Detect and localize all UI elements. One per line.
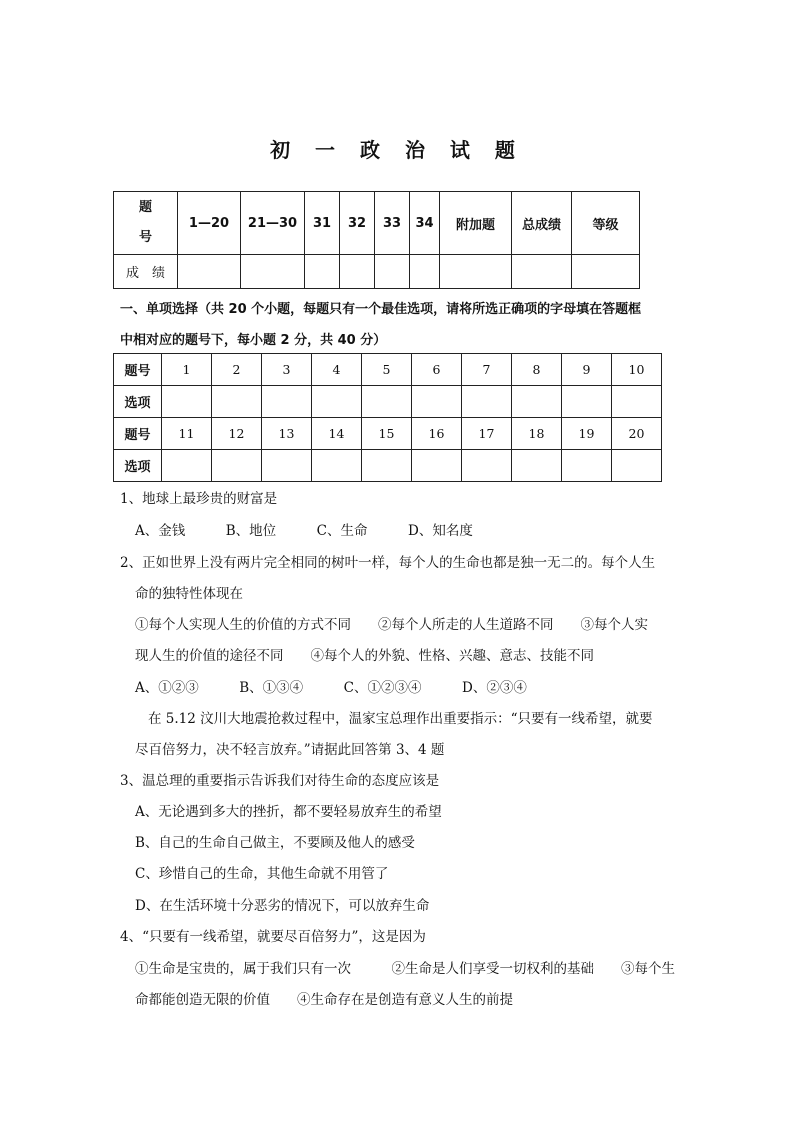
answer-number-label: 题号 bbox=[114, 354, 162, 386]
score-cell[interactable] bbox=[440, 255, 512, 289]
question-number: 17 bbox=[462, 418, 512, 450]
question-2-items: ①每个人实现人生的价值的方式不同 ②每个人所走的人生道路不同 ③每个人实 bbox=[135, 617, 648, 633]
question-1-stem: 1、地球上最珍贵的财富是 bbox=[120, 491, 278, 507]
score-cell[interactable] bbox=[512, 255, 572, 289]
question-3-option-b: B、自己的生命自己做主，不要顾及他人的感受 bbox=[135, 835, 415, 851]
question-number: 12 bbox=[212, 418, 262, 450]
score-header: 等级 bbox=[572, 192, 640, 255]
answer-cell[interactable] bbox=[212, 386, 262, 418]
question-3-stem: 3、温总理的重要指示告诉我们对待生命的态度应该是 bbox=[120, 773, 440, 789]
section-heading-line: 一、单项选择（共 20 个小题，每题只有一个最佳选项，请将所选正确项的字母填在答题框 bbox=[120, 302, 642, 317]
score-header: 33 bbox=[375, 192, 410, 255]
score-header: 32 bbox=[340, 192, 375, 255]
score-cell[interactable] bbox=[410, 255, 440, 289]
answer-cell[interactable] bbox=[562, 450, 612, 482]
question-number: 8 bbox=[512, 354, 562, 386]
section-heading-line: 中相对应的题号下，每小题 2 分，共 40 分） bbox=[120, 333, 387, 348]
answer-cell[interactable] bbox=[362, 386, 412, 418]
question-number: 10 bbox=[612, 354, 662, 386]
answer-cell[interactable] bbox=[362, 450, 412, 482]
question-number: 2 bbox=[212, 354, 262, 386]
score-table bbox=[113, 191, 640, 289]
score-table-corner bbox=[114, 192, 178, 255]
answer-cell[interactable] bbox=[312, 450, 362, 482]
answer-cell[interactable] bbox=[512, 386, 562, 418]
answer-cell[interactable] bbox=[162, 386, 212, 418]
answer-cell[interactable] bbox=[462, 386, 512, 418]
question-number: 16 bbox=[412, 418, 462, 450]
score-header: 1—20 bbox=[178, 192, 241, 255]
question-2-options: A、①②③ B、①③④ C、①②③④ D、②③④ bbox=[135, 680, 527, 696]
question-number: 14 bbox=[312, 418, 362, 450]
question-number: 11 bbox=[162, 418, 212, 450]
score-cell[interactable] bbox=[241, 255, 305, 289]
score-cell[interactable] bbox=[375, 255, 410, 289]
question-4-items-continued: 命都能创造无限的价值 ④生命存在是创造有意义人生的前提 bbox=[135, 992, 513, 1008]
answer-cell[interactable] bbox=[512, 450, 562, 482]
section-heading bbox=[120, 294, 680, 356]
question-number: 3 bbox=[262, 354, 312, 386]
question-number: 15 bbox=[362, 418, 412, 450]
score-header: 31 bbox=[305, 192, 340, 255]
question-number: 1 bbox=[162, 354, 212, 386]
score-cell[interactable] bbox=[305, 255, 340, 289]
answer-cell[interactable] bbox=[262, 386, 312, 418]
score-cell[interactable] bbox=[572, 255, 640, 289]
question-number: 7 bbox=[462, 354, 512, 386]
question-number: 19 bbox=[562, 418, 612, 450]
question-3-option-c: C、珍惜自己的生命，其他生命就不用管了 bbox=[135, 866, 389, 882]
answer-cell[interactable] bbox=[612, 450, 662, 482]
answer-table bbox=[113, 353, 662, 482]
score-cell[interactable] bbox=[340, 255, 375, 289]
question-number: 18 bbox=[512, 418, 562, 450]
answer-choice-label: 选项 bbox=[114, 450, 162, 482]
score-header: 21—30 bbox=[241, 192, 305, 255]
answer-cell[interactable] bbox=[262, 450, 312, 482]
question-2-stem: 2、正如世界上没有两片完全相同的树叶一样，每个人的生命也都是独一无二的。每个人生 bbox=[120, 555, 656, 571]
question-3-option-a: A、无论遇到多大的挫折，都不要轻易放弃生的希望 bbox=[135, 804, 442, 820]
score-header: 附加题 bbox=[440, 192, 512, 255]
answer-cell[interactable] bbox=[412, 386, 462, 418]
answer-cell[interactable] bbox=[412, 450, 462, 482]
answer-cell[interactable] bbox=[462, 450, 512, 482]
context-passage: 在 5.12 汶川大地震抢救过程中，温家宝总理作出重要指示：“只要有一线希望，就要 bbox=[148, 711, 653, 727]
answer-choice-label: 选项 bbox=[114, 386, 162, 418]
question-4-items: ①生命是宝贵的，属于我们只有一次 ②生命是人们享受一切权利的基础 ③每个生 bbox=[135, 961, 675, 977]
context-passage-continued: 尽百倍努力，决不轻言放弃。”请据此回答第 3、4 题 bbox=[135, 742, 445, 758]
page-title: 初 一 政 治 试 题 bbox=[270, 138, 524, 162]
question-number: 4 bbox=[312, 354, 362, 386]
question-number: 5 bbox=[362, 354, 412, 386]
question-number: 13 bbox=[262, 418, 312, 450]
corner-top-text: 题 bbox=[138, 200, 152, 215]
question-number: 6 bbox=[412, 354, 462, 386]
score-header: 总成绩 bbox=[512, 192, 572, 255]
question-number: 9 bbox=[562, 354, 612, 386]
question-1-options: A、金钱 B、地位 C、生命 D、知名度 bbox=[135, 523, 473, 539]
corner-bottom-text: 号 bbox=[138, 230, 152, 245]
score-row-label: 成 绩 bbox=[114, 255, 178, 289]
question-2-stem-continued: 命的独特性体现在 bbox=[135, 586, 243, 602]
answer-cell[interactable] bbox=[212, 450, 262, 482]
answer-number-label: 题号 bbox=[114, 418, 162, 450]
answer-cell[interactable] bbox=[312, 386, 362, 418]
answer-cell[interactable] bbox=[562, 386, 612, 418]
score-cell[interactable] bbox=[178, 255, 241, 289]
question-3-option-d: D、在生活环境十分恶劣的情况下，可以放弃生命 bbox=[135, 898, 430, 914]
question-2-items-continued: 现人生的价值的途径不同 ④每个人的外貌、性格、兴趣、意志、技能不同 bbox=[135, 648, 594, 664]
question-number: 20 bbox=[612, 418, 662, 450]
question-4-stem: 4、“只要有一线希望，就要尽百倍努力”，这是因为 bbox=[120, 929, 426, 945]
answer-cell[interactable] bbox=[612, 386, 662, 418]
answer-cell[interactable] bbox=[162, 450, 212, 482]
score-header: 34 bbox=[410, 192, 440, 255]
